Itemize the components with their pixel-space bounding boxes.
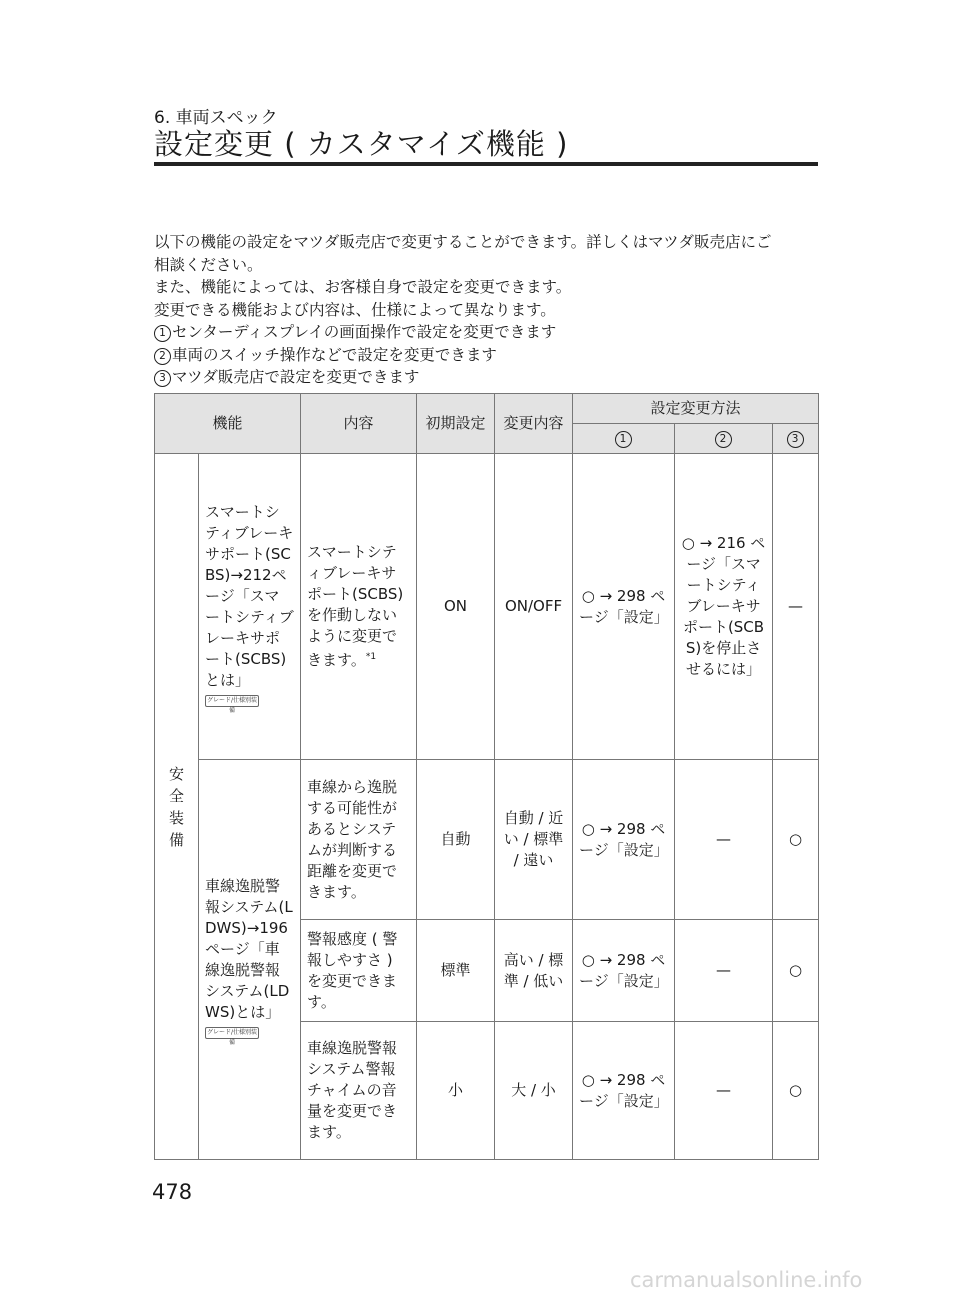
- circled-number: 3: [154, 370, 171, 387]
- intro-line: 以下の機能の設定をマツダ販売店で変更することができます。詳しくはマツダ販売店にご: [154, 233, 772, 251]
- method2-cell: ○ → 216 ページ「スマートシティブレーキサポート(SCBS)を停止させるには」: [675, 454, 773, 760]
- header-function: 機能: [155, 394, 301, 454]
- header-method: 設定変更方法: [573, 394, 819, 424]
- intro-line: 変更できる機能および内容は、仕様によって異なります。: [154, 300, 556, 319]
- section-heading: 6. 車両スペック: [154, 108, 278, 128]
- change-cell: 自動 / 近い / 標準 / 遠い: [495, 760, 573, 920]
- method1-cell: ○ → 298 ページ「設定」: [573, 760, 675, 920]
- method3-cell: ○: [773, 920, 819, 1022]
- method1-cell: ○ → 298 ページ「設定」: [573, 920, 675, 1022]
- grade-equipment-badge: グレード/仕様別装備: [206, 697, 258, 714]
- method-legend-1: 1 センターディスプレイの画面操作で設定を変更できます: [154, 321, 824, 344]
- intro-line: 相談ください。: [154, 255, 263, 274]
- method2-cell: —: [675, 760, 773, 920]
- header-default: 初期設定: [417, 394, 495, 454]
- function-ldws: 車線逸脱警報システム(LDWS)→196ページ「車線逸脱警報システム(LDWS)とは」 グレード/仕様別装備: [199, 760, 301, 1160]
- method2-cell: —: [675, 920, 773, 1022]
- method1-cell: ○ → 298 ページ「設定」: [573, 1022, 675, 1160]
- grade-equipment-badge: グレード/仕様別装備: [206, 1029, 258, 1046]
- page-title: 設定変更 ( カスタマイズ機能 ): [154, 127, 569, 161]
- table-row: [155, 454, 819, 760]
- header-method-2: 2: [675, 424, 773, 454]
- method2-cell: —: [675, 1022, 773, 1160]
- default-cell: 自動: [417, 760, 495, 920]
- circled-number: 1: [154, 325, 171, 342]
- header-method-1: 1: [573, 424, 675, 454]
- header-method-3: 3: [773, 424, 819, 454]
- method3-cell: ○: [773, 760, 819, 920]
- title-rule: [154, 162, 818, 166]
- page-number: 478: [152, 1180, 193, 1204]
- default-cell: ON: [417, 454, 495, 760]
- change-cell: ON/OFF: [495, 454, 573, 760]
- intro-line: また、機能によっては、お客様自身で設定を変更できます。: [154, 278, 572, 296]
- circled-number: 2: [154, 348, 171, 365]
- customization-table: [154, 393, 819, 1160]
- content-cell: 車線逸脱警報システム警報チャイムの音量を変更できます。: [301, 1022, 417, 1160]
- method3-cell: —: [773, 454, 819, 760]
- change-cell: 高い / 標準 / 低い: [495, 920, 573, 1022]
- method-legend-3: 3 マツダ販売店で設定を変更できます: [154, 366, 824, 389]
- content-cell: 警報感度 ( 警報しやすさ ) を変更できます。: [301, 920, 417, 1022]
- table-row: [155, 760, 819, 920]
- watermark: carmanualsonline.info: [630, 1268, 863, 1292]
- function-scbs: スマートシティブレーキサポート(SCBS)→212ページ「スマートシティブレーキサポート(SCBS)とは」 グレード/仕様別装備: [199, 454, 301, 760]
- default-cell: 小: [417, 1022, 495, 1160]
- method-legend-2: 2 車両のスイッチ操作などで設定を変更できます: [154, 344, 824, 367]
- intro-text: [154, 231, 824, 389]
- default-cell: 標準: [417, 920, 495, 1022]
- header-content: 内容: [301, 394, 417, 454]
- category-cell: 安全装備: [155, 454, 199, 1160]
- content-cell: 車線から逸脱する可能性があるとシステムが判断する距離を変更できます。: [301, 760, 417, 920]
- content-cell: スマートシティブレーキサポート(SCBS) を作動しないように変更できます。$^{*1}$: [301, 454, 417, 760]
- header-change: 変更内容: [495, 394, 573, 454]
- change-cell: 大 / 小: [495, 1022, 573, 1160]
- method3-cell: ○: [773, 1022, 819, 1160]
- method1-cell: ○ → 298 ページ「設定」: [573, 454, 675, 760]
